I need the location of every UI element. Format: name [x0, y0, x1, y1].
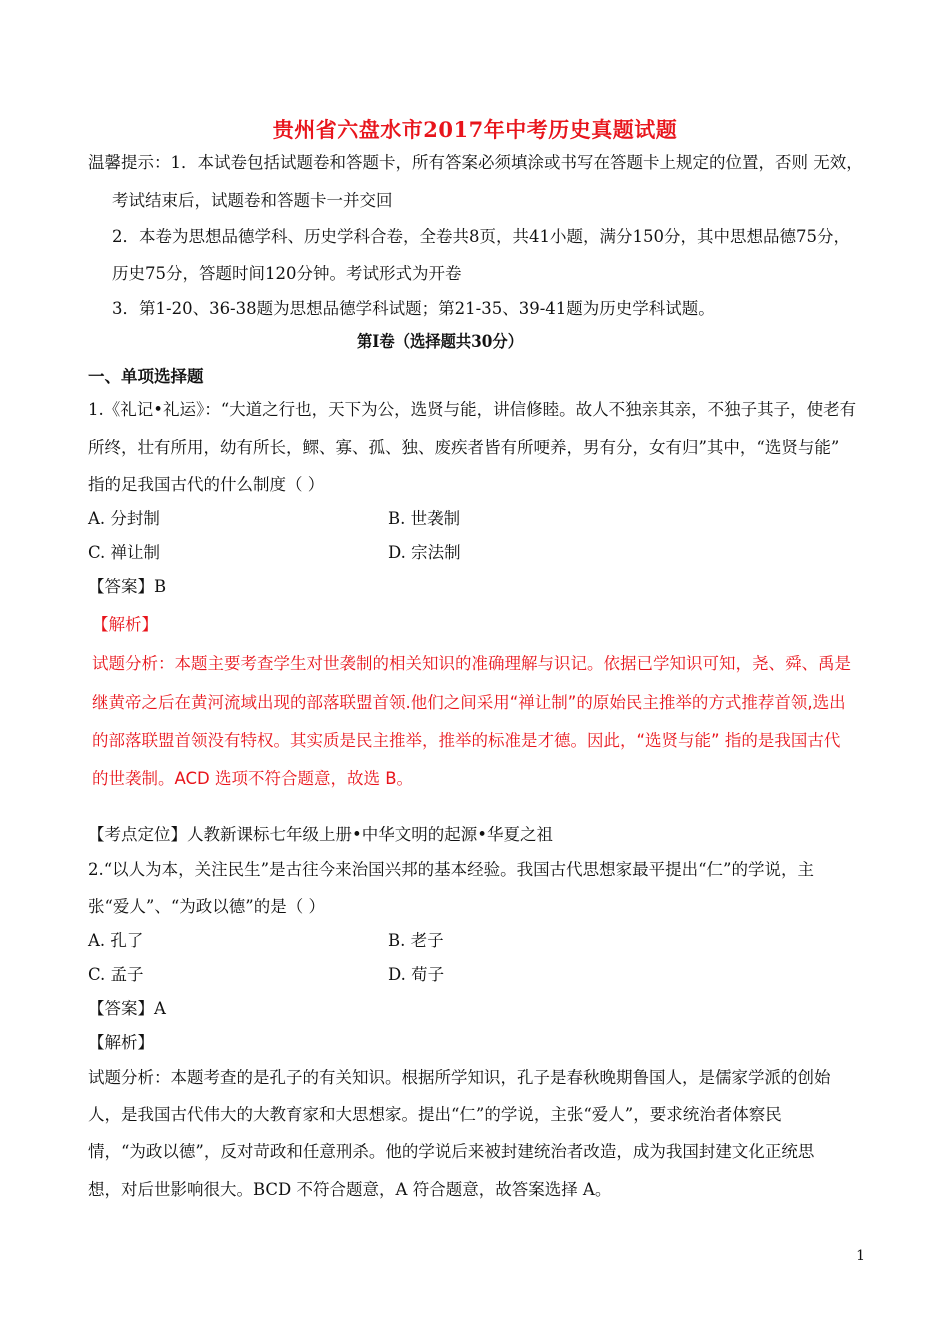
q1-line-3: 指的足我国古代的什么制度（ ）	[88, 475, 325, 494]
q1-analysis-line-4: 的世袭制。ACD 选项不符合题意，故选 B。	[92, 769, 414, 788]
page-title: 贵州省六盘水市2017年中考历史真题试题	[272, 117, 678, 142]
notice-line-5: 3．第1-20、36-38题为思想品德学科试题；第21-35、39-41题为历史学科试题。	[112, 299, 715, 318]
q1-option-a: A. 分封制	[88, 509, 160, 528]
q2-option-c: C. 孟子	[88, 965, 144, 984]
q2-analysis-label: 【解析】	[88, 1033, 154, 1052]
q2-option-a: A. 孔了	[88, 931, 144, 950]
q1-answer: 【答案】B	[88, 577, 167, 596]
part-title: 一、单项选择题	[88, 367, 204, 386]
q1-line-2: 所终，壮有所用，幼有所长，鳏、寡、孤、独、废疾者皆有所哽养，男有分，女有归”其中，“选贤与能”	[88, 438, 840, 457]
q2-option-b: B. 老子	[388, 931, 444, 950]
q2-analysis-line-1: 试题分析：本题考查的是孔子的有关知识。根据所学知识，孔子是春秋晚期鲁国人，是儒家学派的创始	[88, 1068, 831, 1087]
q1-line-1: 1.《礼记•礼运》：“大道之行也，天下为公，选贤与能，讲信修睦。故人不独亲其亲，不独子其子，使老有	[88, 400, 857, 419]
q1-option-c: C. 禅让制	[88, 543, 161, 562]
q2-analysis-line-4: 想，对后世影响很大。BCD 不符合题意，A 符合题意，故答案选择 A。	[88, 1180, 612, 1199]
notice-line-3: 2．本卷为思想品德学科、历史学科合卷，全卷共8页，共41小题，满分150分，其中思想品德75分，	[112, 227, 850, 246]
q1-analysis-line-3: 的部落联盟首领没有特权。其实质是民主推举，推举的标准是才德。因此，“选贤与能” 指的是我国古代	[92, 731, 841, 750]
q1-analysis-label: 【解析】	[92, 615, 158, 634]
q1-option-d: D. 宗法制	[388, 543, 461, 562]
page-number: 1	[856, 1248, 865, 1264]
q1-analysis-line-2: 继黄帝之后在黄河流域出现的部落联盟首领.他们之间采用“禅让制”的原始民主推举的方式推荐首领,选出	[92, 693, 846, 712]
q2-analysis-line-3: 情，“为政以德”，反对苛政和任意刑杀。他的学说后来被封建统治者改造，成为我国封建文化正统思	[88, 1142, 815, 1161]
q2-analysis-line-2: 人，是我国古代伟大的大教育家和大思想家。提出“仁”的学说，主张“爱人”，要求统治者体察民	[88, 1105, 782, 1124]
notice-line-1: 温馨提示：1．本试卷包括试题卷和答题卡，所有答案必须填涂或书写在答题卡上规定的位置，否则 无效，	[88, 153, 863, 172]
q1-analysis-line-1: 试题分析：本题主要考查学生对世袭制的相关知识的准确理解与识记。依据已学知识可知，尧、舜、禹是	[92, 654, 851, 673]
q2-option-d: D. 荀子	[388, 965, 445, 984]
q1-kaodian: 【考点定位】人教新课标七年级上册•中华文明的起源•华夏之祖	[88, 825, 553, 844]
q2-answer: 【答案】A	[88, 999, 166, 1018]
q2-line-1: 2.“以人为本，关注民生”是古往今来治国兴邦的基本经验。我国古代思想家最平提出“仁”的学说，主	[88, 860, 814, 879]
section-title: 第Ⅰ卷（选择题共30分）	[357, 332, 523, 351]
notice-line-2: 考试结束后，试题卷和答题卡一并交回	[112, 191, 393, 210]
q2-line-2: 张“爱人”、“为政以德”的是（ ）	[88, 897, 325, 916]
q1-option-b: B. 世袭制	[388, 509, 461, 528]
notice-line-4: 历史75分，答题时间120分钟。考试形式为开卷	[112, 264, 462, 283]
